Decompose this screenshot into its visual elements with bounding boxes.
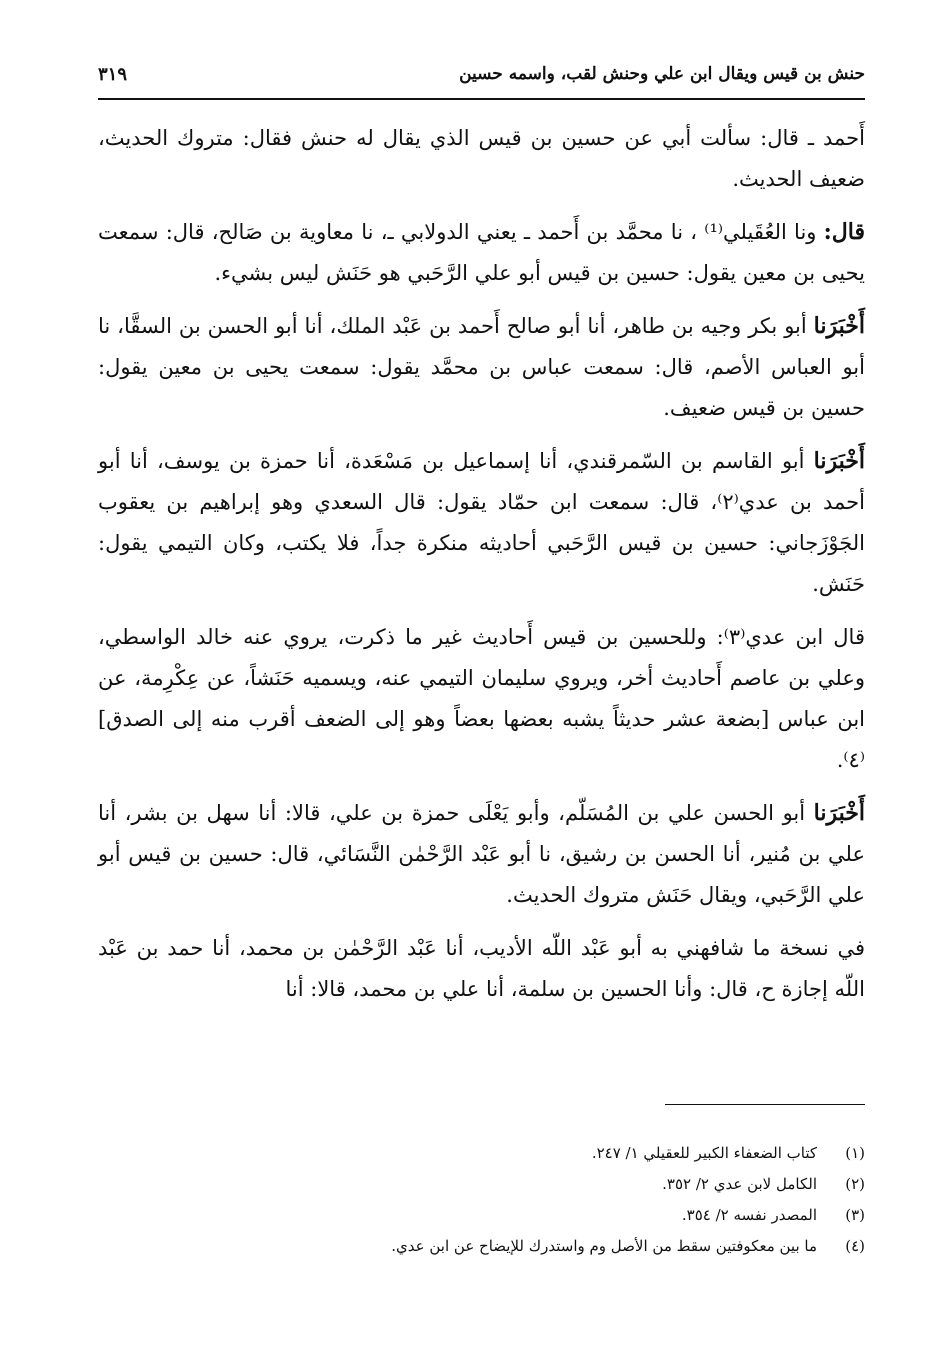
- paragraph-text: أَحمد ـ قال: سألت أبي عن حسين بن قيس الذي يقال له حنش فقال: متروك الحديث، ضعيف الحديث.: [98, 126, 865, 191]
- paragraph-text: أبو القاسم بن السّمرقندي، أنا إسماعيل بن مَسْعَدة، أنا حمزة بن يوسف، أنا أبو أحمد بن عدي⁽٢⁾، قال: سمعت ابن حمّاد يقول: قال السعدي وهو إبراهيم بن يعقوب الجَوْزَجاني: حسين بن قيس الرَّحَبي أحاديثه منكرة جداً، فلا يكتب، وكان التيمي يقول: حَنَش.: [98, 449, 865, 596]
- paragraph-4: [98, 441, 865, 605]
- paragraph-text: في نسخة ما شافهني به أبو عَبْد اللّه الأديب، أنا عَبْد الرَّحْمٰن بن محمد، أنا حمد بن عَبْد اللّه إجازة ح، قال: وأنا الحسين بن سلمة، أنا علي بن محمد، قالا: أنا: [98, 936, 865, 1001]
- paragraph-text: أبو الحسن علي بن المُسَلّم، وأبو يَعْلَى حمزة بن علي، قالا: أنا سهل بن بشر، أنا علي بن مُنير، أنا الحسن بن رشيق، نا أبو عَبْد الرَّحْمٰن النَّسَائي، قال: حسين بن قيس أبو علي الرَّحَبي، ويقال حَنَش متروك الحديث.: [98, 801, 865, 907]
- footnote-4: [98, 1231, 865, 1262]
- footnote-text: ما بين معكوفتين سقط من الأصل وم واستدرك للإيضاح عن ابن عدي.: [391, 1237, 817, 1255]
- footnote-number: (١): [845, 1144, 865, 1162]
- paragraph-text: ونا العُقَيلي⁽¹⁾ ، نا محمَّد بن أَحمد ـ يعني الدولابي ـ، نا معاوية بن صَالح، قال: سمعت يحيى بن معين يقول: حسين بن قيس أبو علي الرَّحَبي هو حَنَش ليس بشيء.: [98, 220, 865, 285]
- footnote-number: (٢): [845, 1175, 865, 1193]
- page-number: ٣١٩: [98, 64, 128, 85]
- footnotes: [98, 1138, 865, 1262]
- footnote-separator: [665, 1104, 865, 1105]
- footnote-text: الكامل لابن عدي ٢/ ٣٥٢.: [662, 1175, 817, 1193]
- footnote-text: كتاب الضعفاء الكبير للعقيلي ١/ ٢٤٧.: [591, 1144, 817, 1162]
- paragraph-lead: قال:: [823, 219, 865, 245]
- paragraph-text: قال ابن عدي⁽٣⁾: وللحسين بن قيس أَحاديث غير ما ذكرت، يروي عنه خالد الواسطي، وعلي بن عاصم أَحاديث أخر، ويروي سليمان التيمي عنه، ويسميه حَنَشاً، عن عِكْرِمة، عن ابن عباس [بضعة عشر حديثاً يشبه بعضها بعضاً وهو إلى الضعف أقرب منه إلى الصدق]⁽٤⁾.: [98, 625, 865, 772]
- paragraph-text: أبو بكر وجيه بن طاهر، أنا أبو صالح أَحمد بن عَبْد الملك، أنا أبو الحسن بن السقَّا، نا أبو العباس الأصم، قال: سمعت عباس بن محمَّد يقول: سمعت يحيى بن معين يقول: حسين بن قيس ضعيف.: [98, 314, 865, 420]
- paragraph-7: [98, 928, 865, 1010]
- running-title: حنش بن قيس ويقال ابن علي وحنش لقب، واسمه حسين: [459, 64, 865, 84]
- paragraph-lead: أَخْبَرَنا: [813, 800, 865, 826]
- paragraph-lead: أَخْبَرَنا: [813, 448, 865, 474]
- paragraph-2: [98, 212, 865, 294]
- paragraph-lead: أَخْبَرَنا: [813, 313, 865, 339]
- paragraph-1: [98, 118, 865, 200]
- footnote-number: (٣): [845, 1206, 865, 1224]
- footnote-1: [98, 1138, 865, 1169]
- footnote-number: (٤): [845, 1237, 865, 1255]
- footnote-3: [98, 1200, 865, 1231]
- footnote-text: المصدر نفسه ٢/ ٣٥٤.: [681, 1206, 817, 1224]
- paragraph-3: [98, 306, 865, 429]
- paragraph-5: [98, 617, 865, 781]
- main-text: [98, 118, 865, 1022]
- footnote-2: [98, 1169, 865, 1200]
- paragraph-6: [98, 793, 865, 916]
- page-header: [98, 60, 865, 100]
